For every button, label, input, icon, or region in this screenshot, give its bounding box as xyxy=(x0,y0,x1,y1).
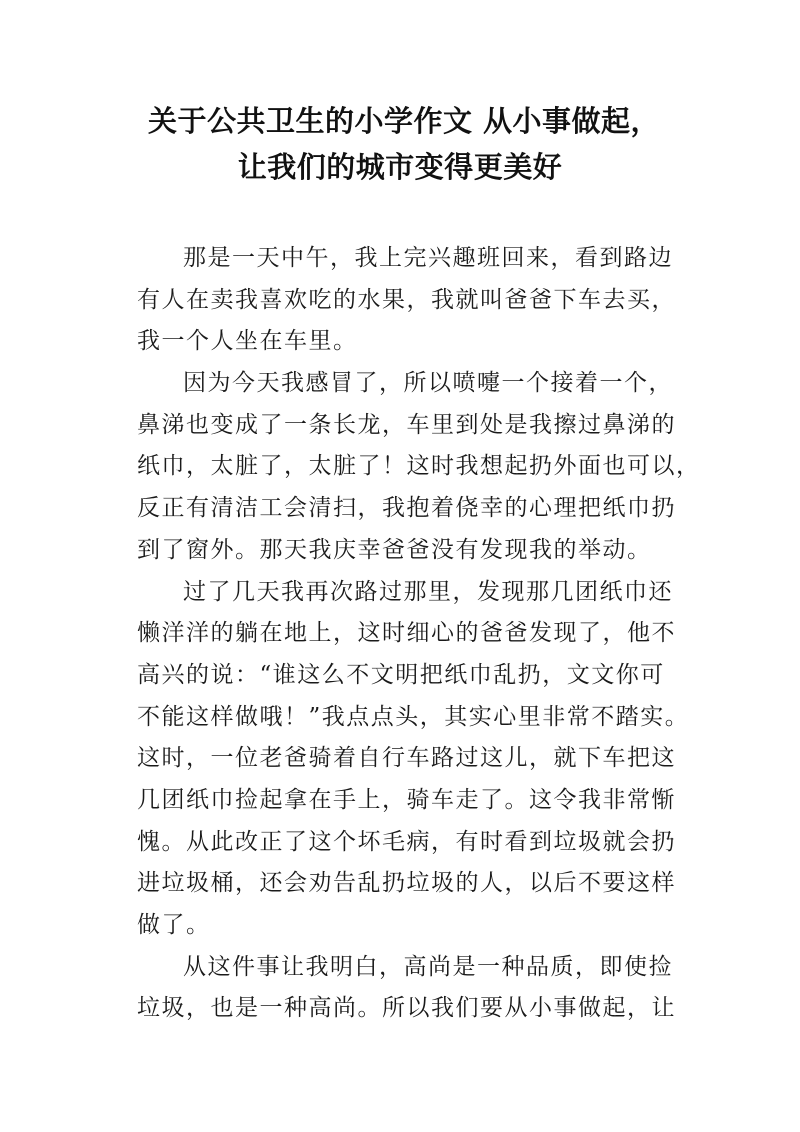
body-line: 因为今天我感冒了，所以喷嚏一个接着一个， xyxy=(183,370,673,397)
body-line: 几团纸巾捡起拿在手上，骑车走了。这令我非常惭 xyxy=(137,786,676,813)
body-line: 懒洋洋的躺在地上，这时细心的爸爸发现了，他不 xyxy=(137,620,676,647)
body-line: 做了。 xyxy=(137,912,211,938)
document-body xyxy=(137,238,701,1030)
body-line: 这时，一位老爸骑着自行车路过这儿，就下车把这 xyxy=(137,745,676,772)
body-line: 纸巾，太脏了，太脏了！这时我想起扔外面也可以， xyxy=(137,453,701,480)
title-line: 关于公共卫生的小学作文 从小事做起， xyxy=(147,104,661,138)
body-line: 从这件事让我明白，高尚是一种品质，即使捡 xyxy=(183,953,673,980)
title-line: 让我们的城市变得更美好 xyxy=(237,150,563,184)
body-line: 反正有清洁工会清扫，我抱着侥幸的心理把纸巾扔 xyxy=(137,495,676,522)
body-line: 鼻涕也变成了一条长龙，车里到处是我擦过鼻涕的 xyxy=(137,411,676,438)
body-line: 不能这样做哦！”我点点头，其实心里非常不踏实。 xyxy=(137,703,690,730)
body-line: 过了几天我再次路过那里，发现那几团纸巾还 xyxy=(183,578,673,605)
document-title xyxy=(0,98,800,190)
body-line: 垃圾，也是一种高尚。所以我们要从小事做起，让 xyxy=(137,995,676,1022)
body-line: 进垃圾桶，还会劝告乱扔垃圾的人，以后不要这样 xyxy=(137,870,676,897)
body-line: 那是一天中午，我上完兴趣班回来，看到路边 xyxy=(183,245,673,271)
body-line: 有人在卖我喜欢吃的水果，我就叫爸爸下车去买， xyxy=(137,286,676,313)
body-line: 愧。从此改正了这个坏毛病，有时看到垃圾就会扔 xyxy=(137,828,676,855)
body-line: 高兴的说：“谁这么不文明把纸巾乱扔，文文你可 xyxy=(137,661,665,688)
body-line: 我一个人坐在车里。 xyxy=(137,328,358,355)
body-line: 到了窗外。那天我庆幸爸爸没有发现我的举动。 xyxy=(137,536,652,563)
